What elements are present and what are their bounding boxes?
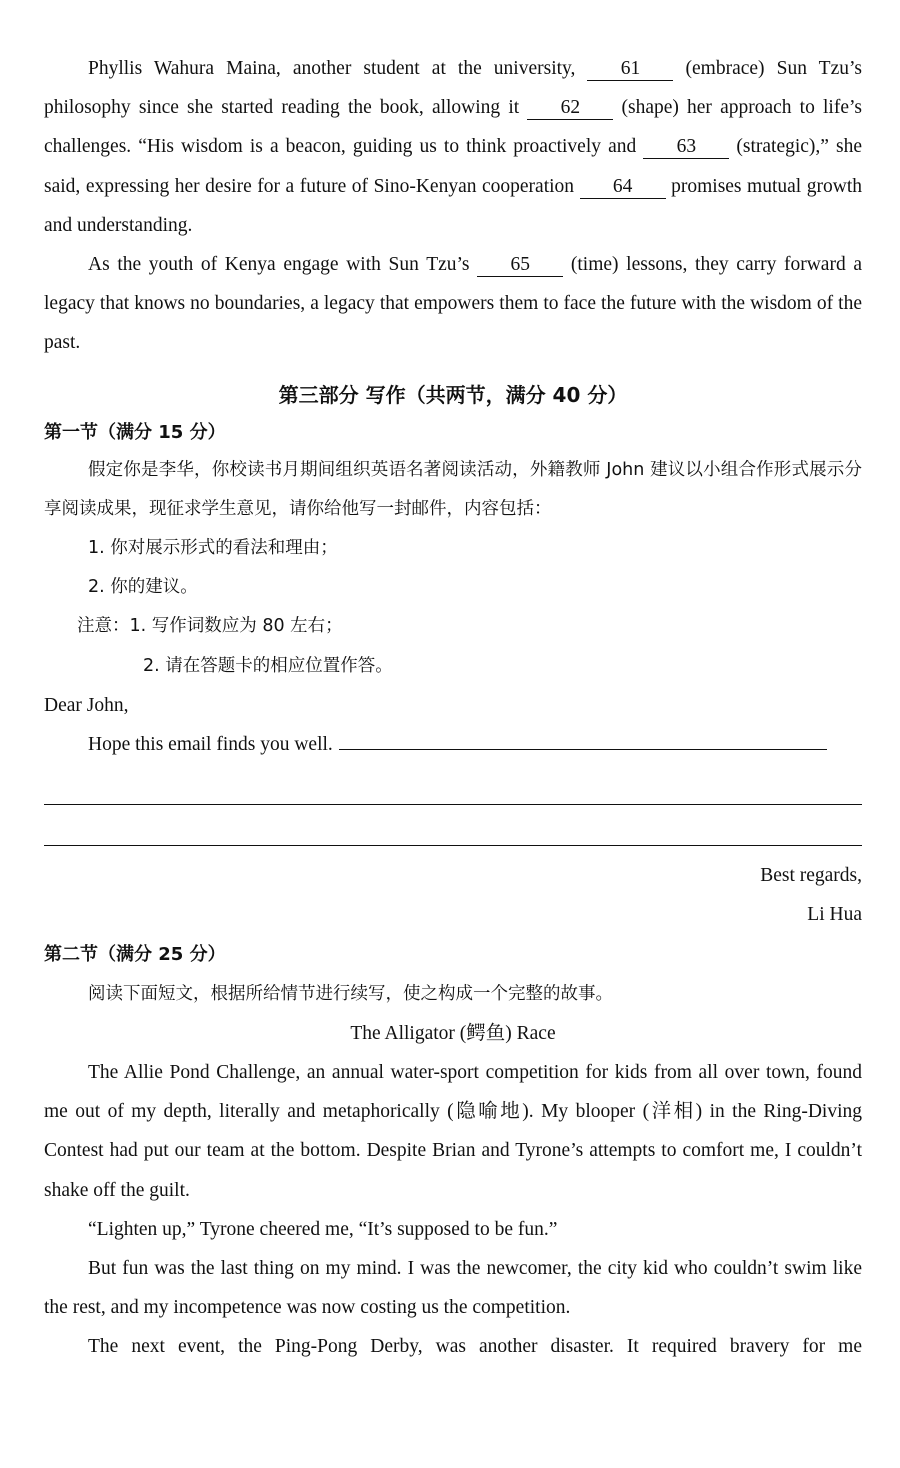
section1-prompt: 假定你是李华，你校读书月期间组织英语名著阅读活动，外籍教师 John 建议以小组合作形式展示分享阅读成果，现征求学生意见，请你给他写一封邮件，内容包括： bbox=[44, 459, 862, 519]
email-closing: Best regards, bbox=[760, 865, 862, 887]
email-signature: Li Hua bbox=[807, 904, 862, 926]
section1-note-2: 2. 请在答题卡的相应位置作答。 bbox=[143, 655, 393, 676]
story-paragraph-1: The Allie Pond Challenge, an annual water-sport competition for kids from all over town, found me out of my depth, literally and metaphorically (隐喻地). My blooper (洋相) in the Ring-Diving Contest had put our team at the bottom. Despite Brian and Tyrone’s attempts to comfort me, I couldn’t shake off the guilt. bbox=[44, 1062, 862, 1201]
section1-note-1: 注意：1. 写作词数应为 80 左右； bbox=[77, 616, 343, 637]
story-title: The Alligator (鳄鱼) Race bbox=[350, 1022, 556, 1044]
blank-62: 62 bbox=[527, 97, 613, 120]
email-greeting: Dear John, bbox=[44, 694, 129, 716]
text-segment: (embrace) Sun Tzu’s philosophy since she started reading the book, allowing it bbox=[44, 58, 862, 119]
story-paragraph-4: The next event, the Ping-Pong Derby, was another disaster. It required bravery for me bbox=[88, 1336, 862, 1358]
email-opening-line bbox=[44, 725, 862, 764]
exam-page bbox=[44, 49, 862, 1367]
answer-line bbox=[44, 764, 862, 805]
blank-64: 64 bbox=[580, 176, 666, 199]
section2-title: 第二节（满分 25 分） bbox=[44, 943, 226, 965]
text-segment: (time) lessons, they carry forward a legacy that knows no boundaries, a legacy that empowers them to face the future with the wisdom of the past. bbox=[44, 254, 863, 354]
section2-prompt: 阅读下面短文，根据所给情节进行续写，使之构成一个完整的故事。 bbox=[88, 983, 613, 1004]
text-segment: (strategic),” she said, expressing her desire for a future of Sino-Kenyan cooperation bbox=[44, 136, 863, 197]
passage-paragraph-2 bbox=[44, 245, 862, 363]
story-paragraph-3: But fun was the last thing on my mind. I was the newcomer, the city kid who couldn’t swim like the rest, and my incompetence was now costing us the competition. bbox=[44, 1258, 862, 1319]
story-paragraph-2: “Lighten up,” Tyrone cheered me, “It’s supposed to be fun.” bbox=[88, 1218, 558, 1240]
part3-heading: 第三部分 写作（共两节，满分 40 分） bbox=[278, 382, 628, 407]
answer-line bbox=[44, 805, 862, 846]
text-segment: (shape) her approach to life’s challenges. “His wisdom is a beacon, guiding us to think proactively and bbox=[44, 97, 862, 158]
passage-paragraph-1 bbox=[44, 49, 862, 245]
text-segment: As the youth of Kenya engage with Sun Tzu’s bbox=[88, 254, 470, 276]
answer-line bbox=[339, 733, 827, 750]
text-segment: promises mutual growth and understanding. bbox=[44, 175, 862, 236]
blank-61: 61 bbox=[587, 58, 673, 81]
blank-65: 65 bbox=[477, 254, 563, 277]
text-segment: Phyllis Wahura Maina, another student at the university, bbox=[88, 58, 576, 79]
email-opening: Hope this email finds you well. bbox=[88, 734, 333, 756]
section1-item-2: 2. 你的建议。 bbox=[88, 577, 198, 598]
section1-item-1: 1. 你对展示形式的看法和理由； bbox=[88, 538, 338, 559]
section1-title: 第一节（满分 15 分） bbox=[44, 421, 226, 443]
blank-63: 63 bbox=[643, 136, 729, 159]
